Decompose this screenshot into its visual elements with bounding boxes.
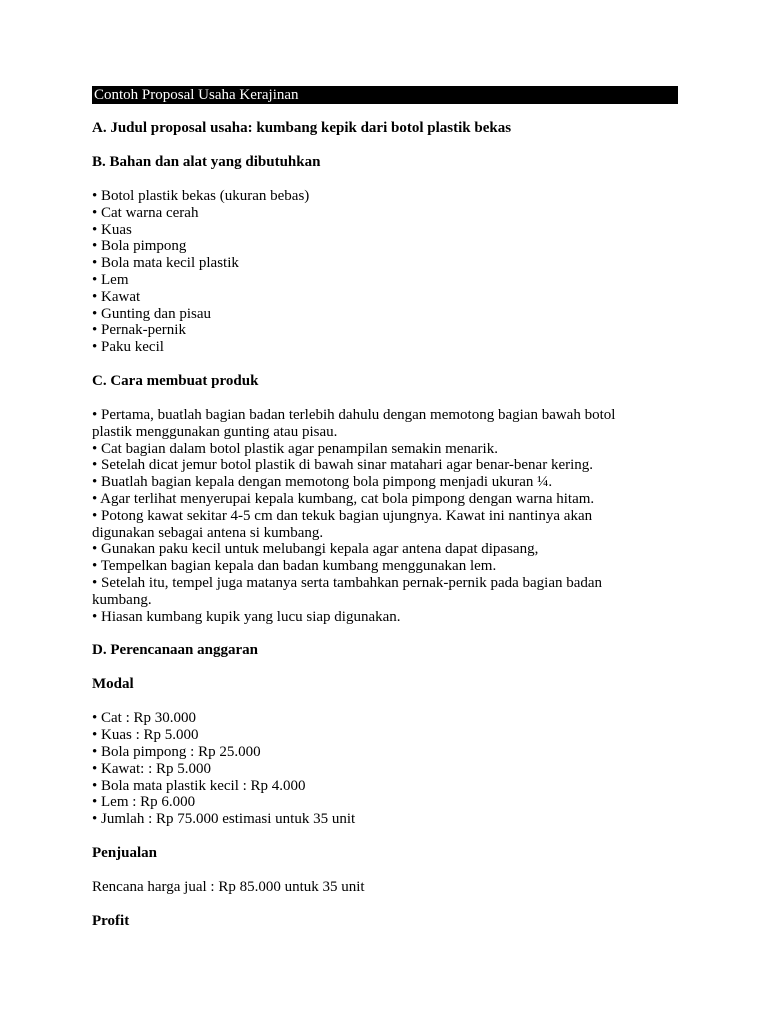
budget-list: [92, 710, 678, 828]
list-item: • Kuas : Rp 5.000: [92, 727, 199, 744]
materials-list: [92, 188, 678, 356]
steps-text: [92, 407, 678, 625]
list-item: • Jumlah : Rp 75.000 estimasi untuk 35 unit: [92, 811, 356, 828]
list-item: • Bola pimpong : Rp 25.000: [92, 743, 261, 760]
list-item: • Gunting dan pisau: [92, 305, 211, 322]
modal-heading: Modal: [92, 676, 134, 693]
list-item: • Lem : Rp 6.000: [92, 794, 196, 811]
list-item: • Bola mata kecil plastik: [92, 255, 239, 272]
list-item: • Cat : Rp 30.000: [92, 710, 197, 727]
step-line: • Agar terlihat menyerupai kepala kumbang, cat bola pimpong dengan warna hitam.: [92, 490, 595, 507]
list-item: • Kawat: : Rp 5.000: [92, 760, 211, 777]
list-item: • Bola mata plastik kecil : Rp 4.000: [92, 777, 306, 794]
step-line: digunakan sebagai antena si kumbang.: [92, 524, 324, 541]
step-line: • Tempelkan bagian kepala dan badan kumbang menggunakan lem.: [92, 558, 497, 575]
list-item: • Pernak-pernik: [92, 322, 186, 339]
list-item: • Paku kecil: [92, 339, 164, 356]
list-item: • Botol plastik bekas (ukuran bebas): [92, 188, 310, 204]
step-line: • Cat bagian dalam botol plastik agar penampilan semakin menarik.: [92, 440, 498, 457]
section-c-heading: C. Cara membuat produk: [92, 372, 259, 389]
penjualan-text: Rencana harga jual : Rp 85.000 untuk 35 unit: [92, 878, 365, 895]
step-line: • Gunakan paku kecil untuk melubangi kepala agar antena dapat dipasang,: [92, 541, 539, 558]
document-title: Contoh Proposal Usaha Kerajinan: [92, 86, 678, 104]
list-item: • Lem: [92, 271, 129, 288]
profit-heading: Profit: [92, 912, 130, 929]
step-line: • Buatlah bagian kepala dengan memotong bola pimpong menjadi ukuran ¼.: [92, 474, 553, 491]
step-line: • Potong kawat sekitar 4-5 cm dan tekuk bagian ujungnya. Kawat ini nantinya akan: [92, 507, 593, 524]
section-b-heading: B. Bahan dan alat yang dibutuhkan: [92, 154, 321, 170]
list-item: • Kawat: [92, 288, 141, 305]
list-item: • Bola pimpong: [92, 238, 187, 255]
step-line: • Setelah itu, tempel juga matanya serta tambahkan pernak-pernik pada bagian badan: [92, 574, 603, 591]
section-d-heading: D. Perencanaan anggaran: [92, 642, 258, 659]
list-item: • Kuas: [92, 221, 132, 238]
step-line: kumbang.: [92, 591, 152, 608]
step-line: • Hiasan kumbang kupik yang lucu siap digunakan.: [92, 608, 401, 625]
step-line: • Setelah dicat jemur botol plastik di bawah sinar matahari agar benar-benar kering.: [92, 457, 594, 474]
document-page: [92, 86, 678, 930]
section-a-heading: A. Judul proposal usaha: kumbang kepik dari botol plastik bekas: [92, 120, 512, 136]
list-item: • Cat warna cerah: [92, 204, 199, 221]
step-line: plastik menggunakan gunting atau pisau.: [92, 423, 338, 440]
step-line: • Pertama, buatlah bagian badan terlebih dahulu dengan memotong bagian bawah botol: [92, 406, 616, 423]
penjualan-heading: Penjualan: [92, 844, 158, 861]
